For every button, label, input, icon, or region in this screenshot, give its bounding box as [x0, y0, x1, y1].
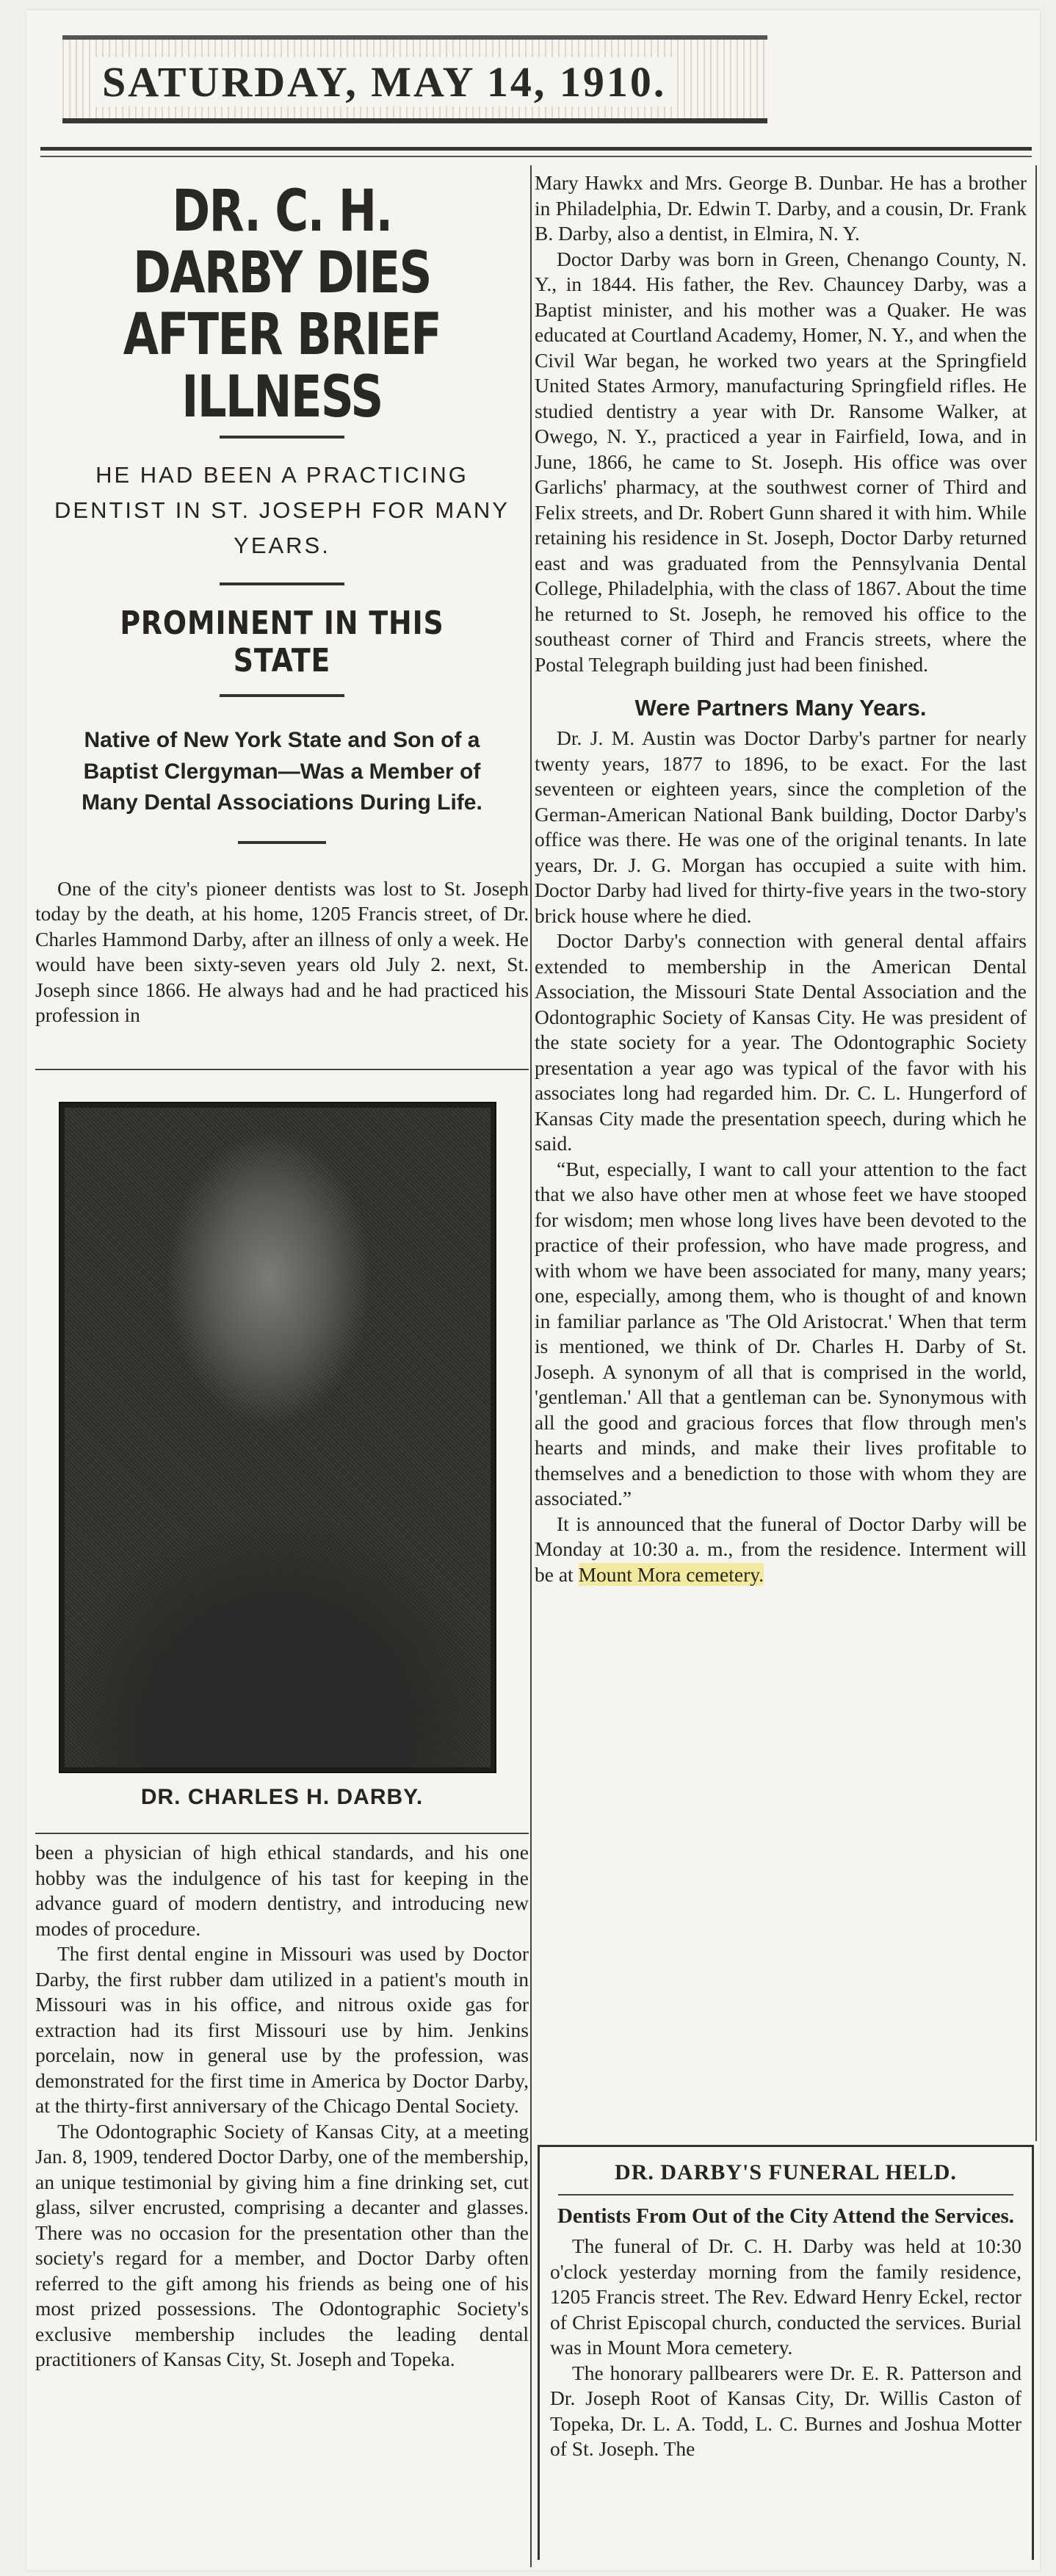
- deck-practicing-dentist: HE HAD BEEN A PRACTICING DENTIST IN ST. JOSEPH FOR MANY YEARS.: [54, 461, 510, 559]
- subhead-partners: Were Partners Many Years.: [634, 695, 927, 721]
- funeral-subtitle: Dentists From Out of the City Attend the Services.: [557, 2204, 1015, 2228]
- funeral-title-rule: [558, 2194, 1013, 2196]
- portrait-image: [65, 1108, 491, 1767]
- dateline-top-rule: [62, 35, 767, 40]
- funeral-title: DR. DARBY'S FUNERAL HELD.: [615, 2160, 957, 2184]
- left-continuation-body: [35, 1840, 529, 2373]
- left-column: [35, 170, 529, 1028]
- dateline-banner: [62, 35, 767, 123]
- right-paragraph-4: Doctor Darby's connection with general dental affairs extended to membership in the American Dental Association, the Missouri State Dental Association and the Odontographic Society of Kansas City. He was president of the state society for a year. The Odontographic Society presentation a year ago was typical of the favor with his associates long had regarded him. Dr. C. L. Hungerford of Kansas City made the presentation speech, during which he said.: [535, 929, 1027, 1155]
- masthead-date: SATURDAY, MAY 14, 1910.: [92, 57, 676, 107]
- deck-rule-4: [238, 841, 326, 844]
- right-paragraph-3: Dr. J. M. Austin was Doctor Darby's partner for nearly twenty years, 1877 to 1896, to be exact. For the last seventeen or eighteen years, since the completion of the German-American National Bank building, Doctor Darby's office was there. He was one of the original tenants. In late years, Dr. J. G. Morgan has occupied a suite with him. Doctor Darby had lived for thirty-five years in the two-story brick house where he died.: [535, 726, 1027, 927]
- portrait-photo: [59, 1102, 496, 1773]
- right-paragraph-6: [535, 1512, 1027, 1588]
- right-column: [535, 170, 1027, 1587]
- deck-rule-2: [220, 582, 344, 585]
- right-edge-rule: [1035, 165, 1037, 2141]
- funeral-paragraph-1: The funeral of Dr. C. H. Darby was held at 10:30 o'clock yesterday morning from the family residence, 1205 Francis street. The Rev. Edward Henry Eckel, rector of Christ Episcopal church, conducted the services. Burial was in Mount Mora cemetery.: [550, 2234, 1021, 2359]
- column-divider: [530, 165, 532, 2567]
- headline-line-2: AFTER BRIEF ILLNESS: [123, 302, 441, 430]
- right-paragraph-2: Doctor Darby was born in Green, Chenango County, N. Y., in 1844. His father, the Rev. Chauncey Darby, was a Baptist minister, and his mother was a Quaker. He was educated at Courtland Academy, Homer, N. Y., and when the Civil War began, he worked two years at the Springfield United States Armory, manufacturing Springfield rifles. He studied dentistry a year with Dr. Ransome Walker, at Owego, N. Y., practiced a year in Fairfield, Iowa, and in June, 1866, he came to St. Joseph. His office was over Garlichs' pharmacy, at the southwest corner of Third and Felix streets, and Dr. Robert Gunn shared it with him. While retaining his residence in St. Joseph, Doctor Darby returned east and was graduated from the Pennsylvania Dental College, Philadelphia, with the class of 1867. About the time he returned to St. Joseph, he removed his office to the southeast corner of Third and Francis streets, where the Postal Telegraph building just had been finished.: [535, 247, 1027, 676]
- header-rule-thin: [40, 156, 1032, 157]
- right-column-body-2: [535, 726, 1027, 1587]
- dateline-bottom-rule: [62, 118, 767, 123]
- right-paragraph-1: Mary Hawkx and Mrs. George B. Dunbar. He has a brother in Philadelphia, Dr. Edwin T. Darby, and a cousin, Dr. Frank B. Darby, also a dentist, in Elmira, N. Y.: [535, 171, 1027, 245]
- right-column-body: [535, 170, 1027, 677]
- deck-prominent: PROMINENT IN THIS STATE: [120, 605, 444, 680]
- right-paragraph-5: “But, especially, I want to call your attention to the fact that we also have other men at whose feet we have stooped for wisdom; men whose long lives have been devoted to the practice of their profession, who have made progress, and with whom we have been associated for many, many years; one, especially, among them, who is thought of and known in familiar parlance as 'The Old Aristocrat.' When that term is mentioned, we think of Dr. Charles H. Darby of St. Joseph. A synonym of all that is comprised in the world, 'gentleman.' All that a gentleman can be. Synonymous with all the good and gracious forces that flow through men's hearts and minds, and make their lives profitable to themselves and a benediction to those with whom they are associated.”: [535, 1157, 1027, 1509]
- left-paragraph-1: been a physician of high ethical standards, and his one hobby was the indulgence of his tast for keeping in the advance guard of modern dentistry, and introducing new modes of procedure.: [35, 1841, 529, 1940]
- deck-rule-3: [220, 694, 344, 697]
- lead-text: One of the city's pioneer dentists was lost to St. Joseph today by the death, at his home, 1205 Francis street, of Dr. Charles Hammond Darby, after an illness of only a week. He would have been sixty-seven years old July 2. next, St. Joseph since 1866. He always had and he had practiced his profession in: [35, 876, 529, 1027]
- lead-paragraph: [35, 876, 529, 1028]
- deck-native-of-new-york: Native of New York State and Son of a Baptist Clergyman—Was a Member of Many Dental Associations During Life.: [82, 728, 482, 815]
- funeral-box: [538, 2145, 1034, 2560]
- photo-caption: DR. CHARLES H. DARBY.: [140, 1785, 424, 1809]
- caption-rule: [35, 1833, 529, 1834]
- header-rule: [40, 147, 1032, 151]
- left-continuation: [35, 1840, 529, 2373]
- deck-rule-1: [220, 436, 344, 439]
- funeral-announcement: It is announced that the funeral of Doctor Darby will be Monday at 10:30 a. m., from the residence. Interment will be at: [535, 1512, 1027, 1586]
- mount-mora-highlight: Mount Mora cemetery.: [578, 1562, 764, 1586]
- headline: [84, 178, 480, 430]
- photo-top-rule: [35, 1069, 529, 1070]
- left-paragraph-2: The first dental engine in Missouri was used by Doctor Darby, the first rubber dam utilized in a patient's mouth in Missouri was in his office, and nitrous oxide gas for extraction had its first Missouri use by him. Jenkins porcelain, now in general use by the profession, was demonstrated for the first time in America by Doctor Darby, at the thirty-first anniversary of the Chicago Dental Society.: [35, 1942, 529, 2117]
- funeral-body: [550, 2234, 1021, 2462]
- funeral-paragraph-2: The honorary pallbearers were Dr. E. R. Patterson and Dr. Joseph Root of Kansas City, Dr. Willis Caston of Topeka, Dr. L. A. Todd, L. C. Burnes and Joshua Motter of St. Joseph. The: [550, 2361, 1021, 2460]
- left-paragraph-3: The Odontographic Society of Kansas City, at a meeting Jan. 8, 1909, tendered Doctor Darby, one of the membership, an unique testimonial by giving him a fine drinking set, cut glass, silver encrusted, comprising a decanter and glasses. There was no occasion for the presentation other than the society's regard for a member, and Doctor Darby often referred to the gift among his friends as being one of his most prized possessions. The Odontographic Society's exclusive membership includes the leading dental practitioners of Kansas City, St. Joseph and Topeka.: [35, 2119, 529, 2370]
- headline-line-1: DR. C. H. DARBY DIES: [133, 178, 431, 307]
